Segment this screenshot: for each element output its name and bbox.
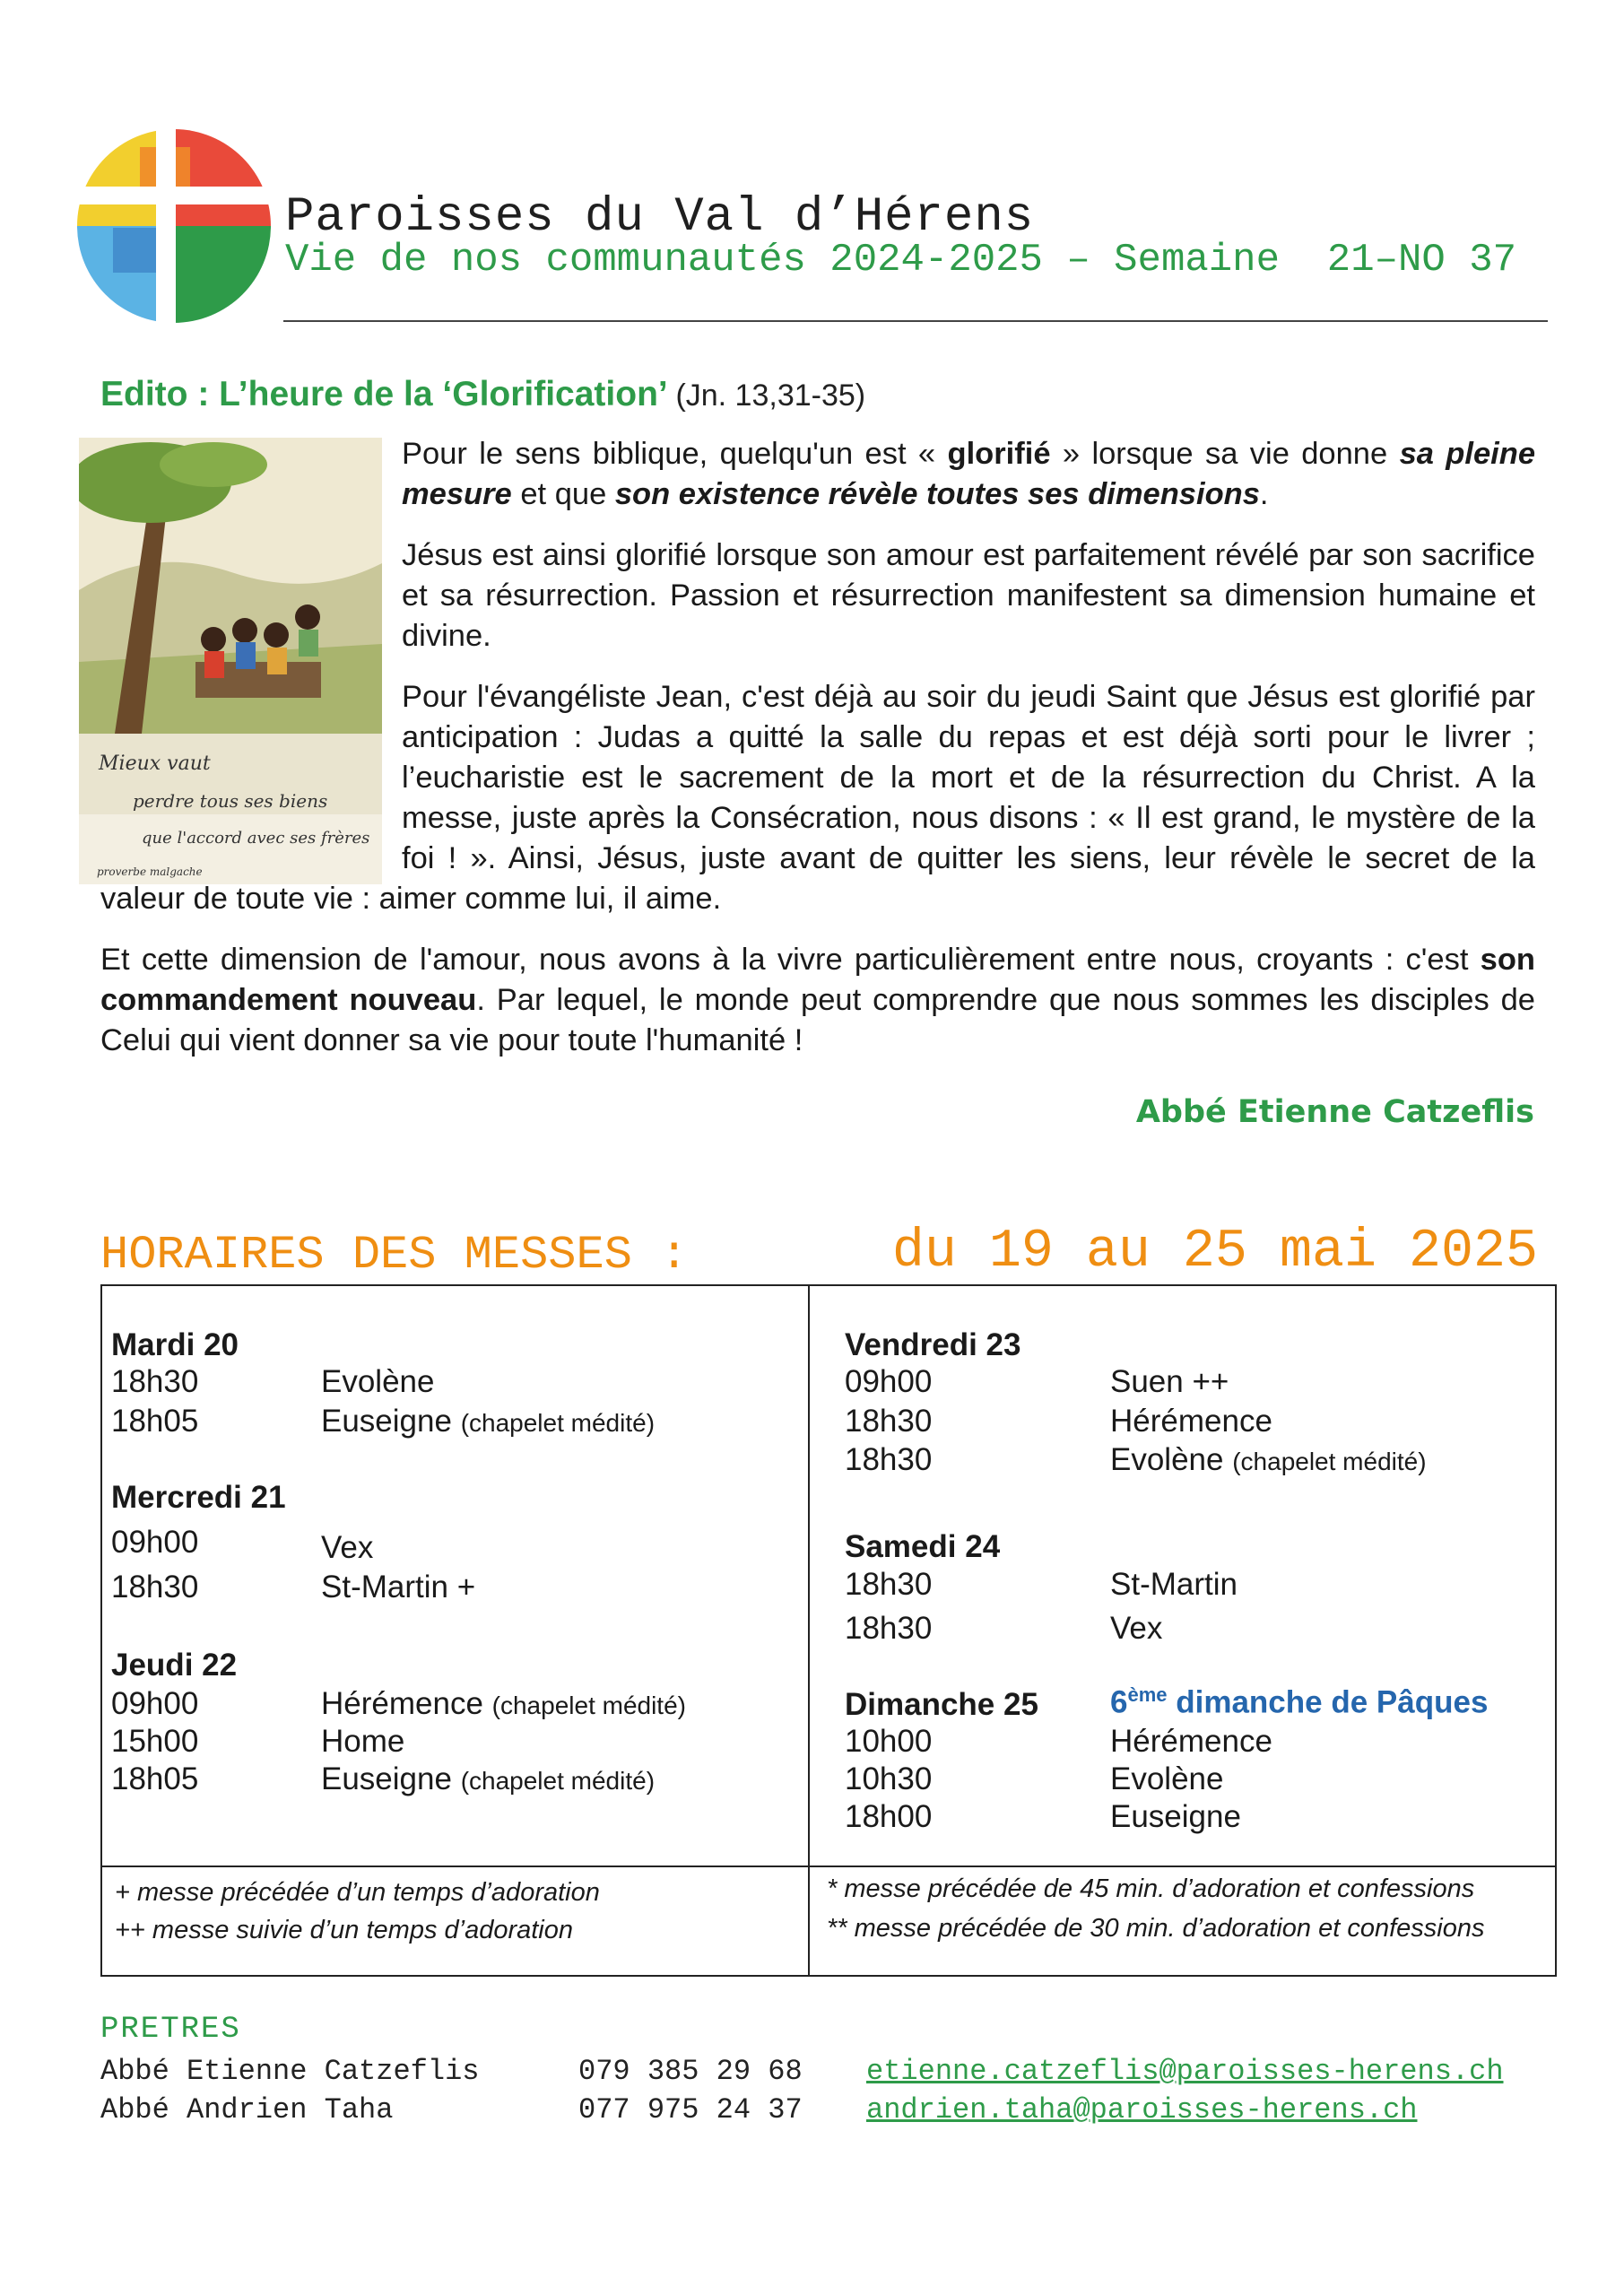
- sunday-label: 6ème dimanche de Pâques: [1110, 1683, 1489, 1720]
- edito-paragraph-1: Pour le sens biblique, quelqu'un est « glorifié » lorsque sa vie donne sa pleine mesure et que son existence révèle toutes ses dimensions.: [402, 437, 1536, 511]
- priests-title: PRETRES: [100, 2013, 241, 2047]
- caption-line-1: Mieux vaut: [99, 752, 211, 775]
- schedule-title: HORAIRES DES MESSES :: [100, 1229, 689, 1282]
- header-divider: [283, 320, 1548, 322]
- schedule-table: [100, 1284, 1557, 1977]
- edito-signature: Abbé Etienne Catzeflis: [1135, 1094, 1534, 1130]
- day-jeudi: Jeudi 22: [111, 1648, 238, 1683]
- edito-reference: (Jn. 13,31-35): [675, 378, 866, 413]
- header-subtitle: Vie de nos communautés 2024-2025 – Semaine 21–NO 37: [285, 238, 1517, 283]
- priest-name: Abbé Etienne Catzeflis: [100, 2055, 480, 2088]
- day-samedi: Samedi 24: [845, 1529, 1001, 1564]
- edito-title: [100, 375, 865, 414]
- schedule-dates: du 19 au 25 mai 2025: [891, 1222, 1538, 1283]
- schedule-notes-divider: [100, 1866, 1557, 1867]
- legend-note: ** messe précédée de 30 min. d’adoration et confessions: [827, 1914, 1485, 1943]
- legend-note: ++ messe suivie d’un temps d’adoration: [115, 1916, 574, 1944]
- edito-body: [100, 434, 1535, 1082]
- priest-email-link[interactable]: etienne.catzeflis@paroisses-herens.ch: [866, 2055, 1504, 2088]
- edito-paragraph-3: Pour l'évangéliste Jean, c'est déjà au soir du jeudi Saint que Jésus est glorifié par anticipation : Judas a quitté la salle du repas et est déjà sorti pour le livrer ; l’eucharistie est le sacrement de la mort et de la résurrection du Christ. A la messe, juste après la Consécration, nous disons : « Il est grand, le mystère de la foi ! ». Ainsi, Jésus, juste avant de quitter les siens, leur révèle le secret de la valeur de toute vie : aimer comme lui, il aime.: [100, 680, 1535, 916]
- day-mercredi: Mercredi 21: [111, 1480, 286, 1515]
- edito-paragraph-4: Et cette dimension de l'amour, nous avons à la vivre particulièrement entre nous, croyants : c'est son commandement nouveau. Par lequel, le monde peut comprendre que nous sommes les disciples de Celui qui vient donner sa vie pour toute l'humanité !: [100, 943, 1535, 1057]
- edito-title-text: Edito : L’heure de la ‘Glorification’: [100, 375, 666, 413]
- caption-line-4: proverbe malgache: [97, 865, 203, 878]
- day-vendredi: Vendredi 23: [845, 1327, 1021, 1362]
- illustration-space: [79, 434, 402, 870]
- caption-line-2: perdre tous ses biens: [133, 790, 328, 812]
- day-dimanche: Dimanche 25: [845, 1687, 1038, 1722]
- legend-note: * messe précédée de 45 min. d’adoration et confessions: [827, 1874, 1475, 1903]
- parish-logo: [77, 129, 271, 323]
- schedule-column-divider: [808, 1284, 810, 1977]
- header-title: Paroisses du Val d’Hérens: [285, 190, 1035, 245]
- edito-paragraph-2: Jésus est ainsi glorifié lorsque son amour est parfaitement révélé par son sacrifice et sa résurrection. Passion et résurrection manifestent sa dimension humaine et divine.: [402, 538, 1535, 653]
- caption-line-3: que l'accord avec ses frères: [142, 829, 370, 848]
- legend-note: + messe précédée d’un temps d’adoration: [115, 1878, 600, 1907]
- priest-email-link[interactable]: andrien.taha@paroisses-herens.ch: [866, 2093, 1418, 2126]
- day-mardi: Mardi 20: [111, 1327, 239, 1362]
- priest-phone: 077 975 24 37: [578, 2093, 803, 2126]
- priest-name: Abbé Andrien Taha: [100, 2093, 394, 2126]
- priest-phone: 079 385 29 68: [578, 2055, 803, 2088]
